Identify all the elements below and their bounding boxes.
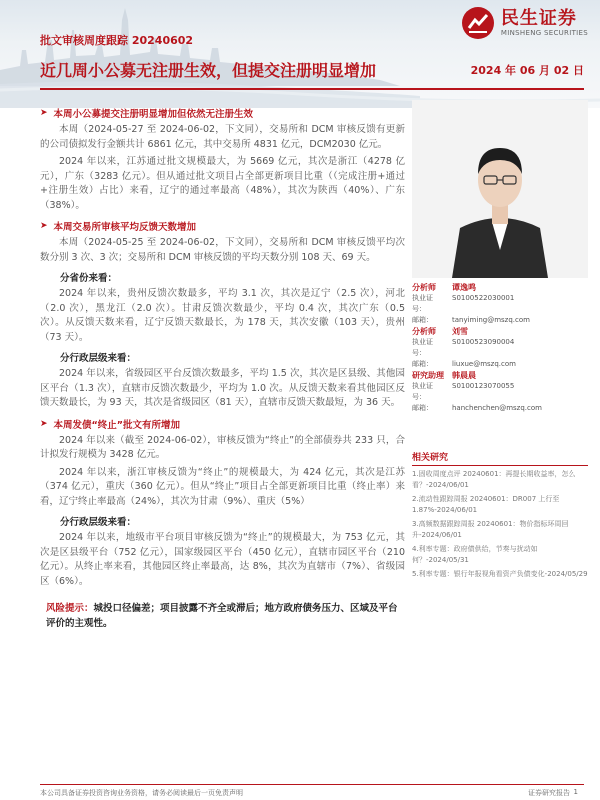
related-research-link[interactable]: 1.固收周度点评 20240601：再提长期收益率，怎么看？-2024/06/01 (412, 470, 576, 489)
main-content (40, 100, 405, 631)
minsheng-logo-icon (461, 6, 495, 40)
paragraph: 2024 年以来，贵州反馈次数最多，平均 3.1 次，其次是辽宁（2.5 次），河北（2.0 次），黑龙江（2.0 次）。甘肃反馈次数最少，平均 0.4 次，其次广东（0.5 次）。从反馈天数来看，辽宁反馈天数最长，为 178 天，其次安徽（103 天），贵州（73 天）。 (40, 288, 405, 343)
risk-label: 风险提示： (46, 603, 94, 614)
paragraph: 2024 年以来，地级市平台项目审核反馈为“终止”的规模最大，为 753 亿元，其次是区县级平台（752 亿元），国家级园区平台（450 亿元），直辖市园区平台（210 亿元）。从终止率来看，其他园区终止率最高，达 8%，其次为直辖市（7%）、省级园区（6%）。 (40, 532, 405, 587)
sidebar (412, 100, 588, 580)
section-title: 本周小公募提交注册明显增加但依然无注册生效 (53, 109, 254, 120)
cert-label: 执业证号： (412, 382, 433, 401)
section-arrow-icon: ➤ (40, 221, 48, 231)
footer-divider (40, 784, 584, 785)
email-link[interactable]: hanchenchen@mszq.com (452, 404, 542, 412)
section-title: 本周发债“终止”批文有所增加 (53, 419, 181, 431)
header-divider (40, 88, 584, 90)
section-arrow-icon: ➤ (40, 108, 48, 118)
email-label: 邮箱： (412, 316, 433, 324)
cert-label: 执业证号： (412, 294, 433, 313)
analyst-name: 谭逸鸣 (452, 283, 476, 292)
section-title: 本周交易所审核平均反馈天数增加 (53, 222, 197, 233)
analyst-role: 分析师 (412, 327, 436, 336)
page-number: 1 (573, 788, 578, 796)
section-heading (40, 417, 405, 431)
analyst-photo (412, 100, 588, 278)
analyst-name: 刘雪 (452, 327, 468, 336)
logo-name-cn: 民生证券 (500, 8, 577, 29)
cert-number: S0100522030001 (452, 294, 515, 302)
paragraph: 本周（2024-05-27 至 2024-06-02，下文同），交易所和 DCM 审核反馈有更新的公司债拟发行金额共计 6861 亿元，其中交易所 4831 亿元，DCM2030 亿元。 (40, 124, 405, 150)
sub-heading: 分省份来看： (60, 273, 118, 284)
related-research-link[interactable]: 2.流动性跟踪周报 20240601：DR007 上行至 1.87%-2024/06/01 (412, 495, 560, 514)
footer-report-type: 证券研究报告 (528, 789, 570, 797)
analyst-name: 韩晨晨 (452, 371, 476, 380)
section-heading (40, 106, 405, 120)
email-link[interactable]: liuxue@mszq.com (452, 360, 516, 368)
risk-text: 城投口径偏差；项目披露不齐全或滞后；地方政府债务压力、区域及平台评价的主观性。 (46, 603, 398, 629)
email-link[interactable]: tanyiming@mszq.com (452, 316, 530, 324)
related-research-link[interactable]: 5.利率专题：银行年报视角看资产负债变化-2024/05/29 (412, 570, 588, 578)
paragraph: 本周（2024-05-25 至 2024-06-02，下文同），交易所和 DCM 审核反馈平均次数分别 3 次、3 次；交易所和 DCM 审核反馈的平均天数分别 108 天、69 天。 (40, 237, 405, 263)
analyst-portrait-image (412, 100, 588, 278)
risk-warning (40, 601, 405, 631)
sub-heading: 分行政层级来看： (60, 353, 137, 364)
paragraph: 2024 年以来，省级园区平台反馈次数最多，平均 1.5 次，其次是区县级、其他园区平台（1.3 次），直辖市反馈次数最少，平均为 1.0 次。从反馈天数来看其他园区反馈天数最长，为 93 天，其次是省级园区（81 天），直辖市反馈天数最短，为 36 天。 (40, 368, 405, 408)
report-series: 批文审核周度跟踪 20240602 (40, 34, 194, 47)
cert-number: S0100523090004 (452, 338, 515, 346)
cert-number: S0100123070055 (452, 382, 515, 390)
section-heading (40, 219, 405, 233)
analyst-role: 分析师 (412, 283, 436, 292)
analyst-block (412, 282, 588, 414)
footer-disclaimer: 本公司具备证券投资咨询业务资格，请务必阅读最后一页免责声明 (40, 789, 243, 797)
company-logo (461, 6, 588, 40)
logo-name-en: MINSHENG SECURITIES (500, 29, 588, 37)
page-title: 近几周小公募无注册生效，但提交注册明显增加 (40, 61, 377, 80)
email-label: 邮箱： (412, 404, 433, 412)
report-date: 2024 年 06 月 02 日 (470, 64, 584, 77)
related-research-heading: 相关研究 (412, 450, 588, 466)
email-label: 邮箱： (412, 360, 433, 368)
paragraph: 2024 年以来，浙江审核反馈为“终止”的规模最大，为 424 亿元，其次是江苏（374 亿元），重庆（360 亿元）。但从“终止”项目占全部更新项目比重（终止率）来看，辽宁终止率最高（24%），其次为甘肃（9%）、重庆（5%） (40, 466, 405, 507)
sub-heading: 分行政层级来看： (60, 517, 137, 528)
related-research-link[interactable]: 3.高频数据跟踪周报 20240601：物价指标环周回升-2024/06/01 (412, 520, 569, 539)
paragraph: 2024 年以来（截至 2024-06-02），审核反馈为“终止”的全部债券共 233 只，合计拟发行规模为 3428 亿元。 (40, 434, 405, 460)
paragraph: 2024 年以来，江苏通过批文规模最大，为 5669 亿元，其次是浙江（4278 亿元），广东（3283 亿元）。但从通过批文项目占全部更新项目比重（（完成注册+通过+注册生效）占比）来看，辽宁的通过率最高（48%），其次为陕西（40%）、广东（38%）。 (40, 156, 405, 211)
section-arrow-icon: ➤ (40, 418, 48, 429)
related-research-link[interactable]: 4.利率专题：政府债供给，节奏与扰动如何？-2024/05/31 (412, 545, 538, 564)
header-banner (0, 0, 600, 108)
analyst-role: 研究助理 (412, 371, 444, 380)
cert-label: 执业证号： (412, 338, 433, 357)
